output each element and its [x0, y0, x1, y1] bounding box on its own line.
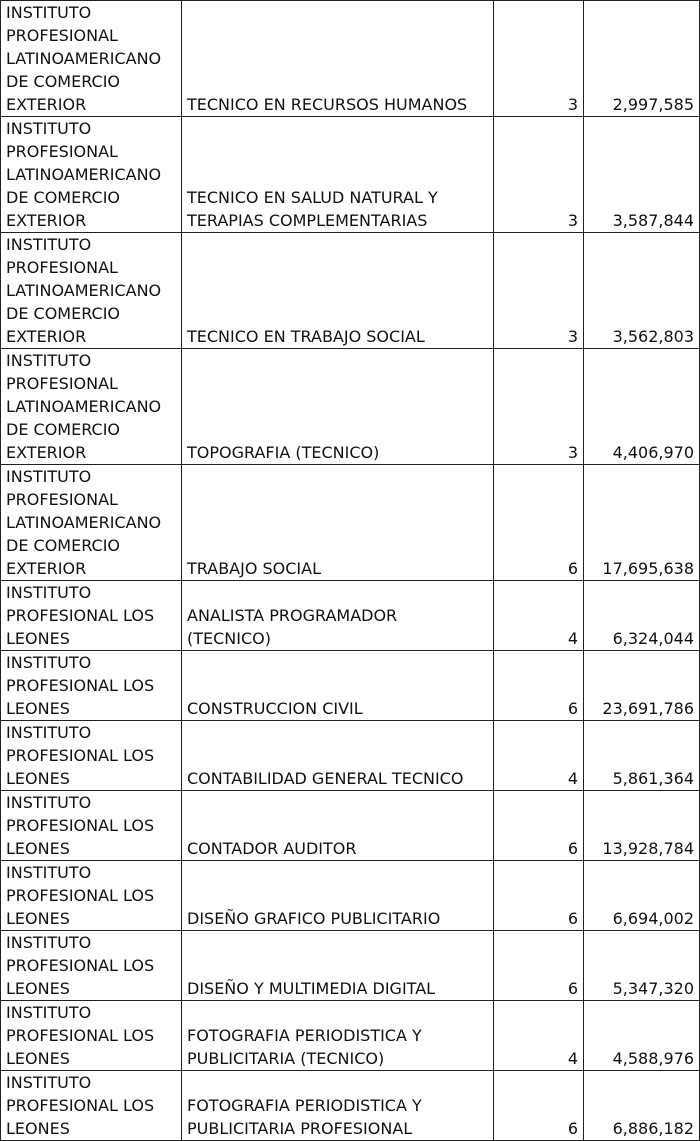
amount-cell: 3,562,803 [584, 233, 700, 349]
duration-cell: 3 [494, 349, 584, 465]
institution-cell: INSTITUTO PROFESIONAL LATINOAMERICANO DE COMERCIO EXTERIOR [1, 1, 182, 117]
career-cell: TOPOGRAFIA (TECNICO) [182, 349, 494, 465]
amount-cell: 17,695,638 [584, 465, 700, 581]
amount-cell: 2,997,585 [584, 1, 700, 117]
career-cell: FOTOGRAFIA PERIODISTICA Y PUBLICITARIA (TECNICO) [182, 1001, 494, 1071]
duration-cell: 6 [494, 651, 584, 721]
amount-cell: 6,694,002 [584, 861, 700, 931]
career-cell: ANALISTA PROGRAMADOR (TECNICO) [182, 581, 494, 651]
duration-cell: 6 [494, 861, 584, 931]
table-body [1, 1, 700, 1141]
duration-cell: 3 [494, 233, 584, 349]
institution-cell: INSTITUTO PROFESIONAL LOS LEONES [1, 861, 182, 931]
career-cell: DISEÑO Y MULTIMEDIA DIGITAL [182, 931, 494, 1001]
table-row [1, 349, 700, 465]
career-cell: TECNICO EN TRABAJO SOCIAL [182, 233, 494, 349]
table-row [1, 721, 700, 791]
duration-cell: 6 [494, 931, 584, 1001]
amount-cell: 13,928,784 [584, 791, 700, 861]
amount-cell: 4,588,976 [584, 1001, 700, 1071]
table-row [1, 581, 700, 651]
table-row [1, 861, 700, 931]
institution-cell: INSTITUTO PROFESIONAL LATINOAMERICANO DE COMERCIO EXTERIOR [1, 349, 182, 465]
career-cell: CONSTRUCCION CIVIL [182, 651, 494, 721]
amount-cell: 5,861,364 [584, 721, 700, 791]
amount-cell: 6,324,044 [584, 581, 700, 651]
duration-cell: 6 [494, 791, 584, 861]
table-row [1, 791, 700, 861]
institution-cell: INSTITUTO PROFESIONAL LATINOAMERICANO DE COMERCIO EXTERIOR [1, 117, 182, 233]
duration-cell: 4 [494, 721, 584, 791]
institution-cell: INSTITUTO PROFESIONAL LOS LEONES [1, 931, 182, 1001]
career-cell: CONTABILIDAD GENERAL TECNICO [182, 721, 494, 791]
career-cell: TECNICO EN RECURSOS HUMANOS [182, 1, 494, 117]
duration-cell: 6 [494, 465, 584, 581]
table-row [1, 931, 700, 1001]
table-row [1, 233, 700, 349]
duration-cell: 3 [494, 117, 584, 233]
duration-cell: 4 [494, 581, 584, 651]
career-cell: TECNICO EN SALUD NATURAL Y TERAPIAS COMPLEMENTARIAS [182, 117, 494, 233]
table-row [1, 651, 700, 721]
career-cell: DISEÑO GRAFICO PUBLICITARIO [182, 861, 494, 931]
institution-cell: INSTITUTO PROFESIONAL LOS LEONES [1, 791, 182, 861]
career-cell: CONTADOR AUDITOR [182, 791, 494, 861]
amount-cell: 5,347,320 [584, 931, 700, 1001]
institution-cell: INSTITUTO PROFESIONAL LATINOAMERICANO DE COMERCIO EXTERIOR [1, 233, 182, 349]
career-cell: FOTOGRAFIA PERIODISTICA Y PUBLICITARIA PROFESIONAL [182, 1071, 494, 1141]
amount-cell: 4,406,970 [584, 349, 700, 465]
career-cell: TRABAJO SOCIAL [182, 465, 494, 581]
table-row [1, 1071, 700, 1141]
institution-cell: INSTITUTO PROFESIONAL LOS LEONES [1, 1001, 182, 1071]
amount-cell: 23,691,786 [584, 651, 700, 721]
institution-cell: INSTITUTO PROFESIONAL LOS LEONES [1, 1071, 182, 1141]
institution-cell: INSTITUTO PROFESIONAL LOS LEONES [1, 581, 182, 651]
table-row [1, 1001, 700, 1071]
institution-cell: INSTITUTO PROFESIONAL LATINOAMERICANO DE COMERCIO EXTERIOR [1, 465, 182, 581]
institution-cell: INSTITUTO PROFESIONAL LOS LEONES [1, 651, 182, 721]
table-row [1, 465, 700, 581]
institution-cell: INSTITUTO PROFESIONAL LOS LEONES [1, 721, 182, 791]
table-row [1, 117, 700, 233]
table-row [1, 1, 700, 117]
duration-cell: 6 [494, 1071, 584, 1141]
duration-cell: 4 [494, 1001, 584, 1071]
duration-cell: 3 [494, 1, 584, 117]
amount-cell: 6,886,182 [584, 1071, 700, 1141]
amount-cell: 3,587,844 [584, 117, 700, 233]
